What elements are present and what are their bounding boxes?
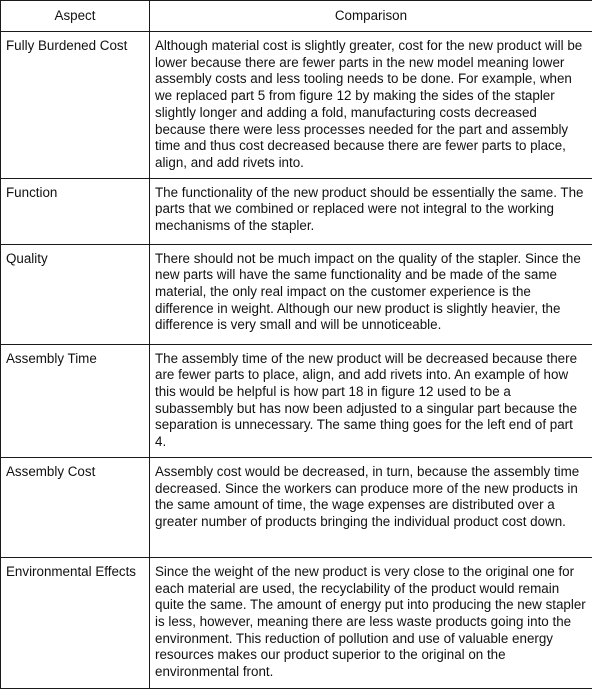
comparison-cell: Although material cost is slightly greater, cost for the new product will be lower because there are fewer parts in the new model meaning lower assembly costs and less tooling needs to be done. For example, when we replaced part 5 from figure 12 by making the sides of the stapler slightly longer and adding a fold, manufacturing costs decreased because there were less processes needed for the part and assembly time and thus cost decreased because there are fewer parts to place, align, and add rivets into. [150, 32, 592, 179]
header-aspect: Aspect [1, 1, 150, 32]
comparison-cell: The assembly time of the new product will be decreased because there are fewer parts to place, align, and add rivets into. An example of how this would be helpful is how part 18 in figure 12 used to be a subassembly but has now been adjusted to a singular part because the separation is unnecessary. The same thing goes for the left end of part 4. [150, 344, 592, 457]
header-row [1, 1, 592, 32]
table-row [1, 557, 592, 688]
comparison-cell: There should not be much impact on the quality of the stapler. Since the new parts will have the same functionality and be made of the same material, the only real impact on the customer experience is the difference in weight. Although our new product is slightly heavier, the difference is very small and will be unnoticeable. [150, 244, 592, 344]
table-row [1, 32, 592, 179]
table-row [1, 344, 592, 457]
comparison-cell: The functionality of the new product should be essentially the same. The parts that we combined or replaced were not integral to the working mechanisms of the stapler. [150, 178, 592, 244]
header-comparison: Comparison [150, 1, 592, 32]
aspect-cell: Assembly Time [1, 344, 150, 457]
table-row [1, 244, 592, 344]
table-body [1, 32, 592, 689]
table-header [1, 1, 592, 32]
aspect-cell: Fully Burdened Cost [1, 32, 150, 179]
table-row [1, 457, 592, 557]
comparison-cell: Assembly cost would be decreased, in turn, because the assembly time decreased. Since the workers can produce more of the new products in the same amount of time, the wage expenses are distributed over a greater number of products bringing the individual product cost down. [150, 457, 592, 557]
aspect-cell: Assembly Cost [1, 457, 150, 557]
aspect-cell: Quality [1, 244, 150, 344]
aspect-cell: Environmental Effects [1, 557, 150, 688]
aspect-cell: Function [1, 178, 150, 244]
table-row [1, 178, 592, 244]
comparison-cell: Since the weight of the new product is very close to the original one for each material are used, the recyclability of the product would remain quite the same. The amount of energy put into producing the new stapler is less, however, meaning there are less waste products going into the environment. This reduction of pollution and use of valuable energy resources makes our product superior to the original on the environmental front. [150, 557, 592, 688]
